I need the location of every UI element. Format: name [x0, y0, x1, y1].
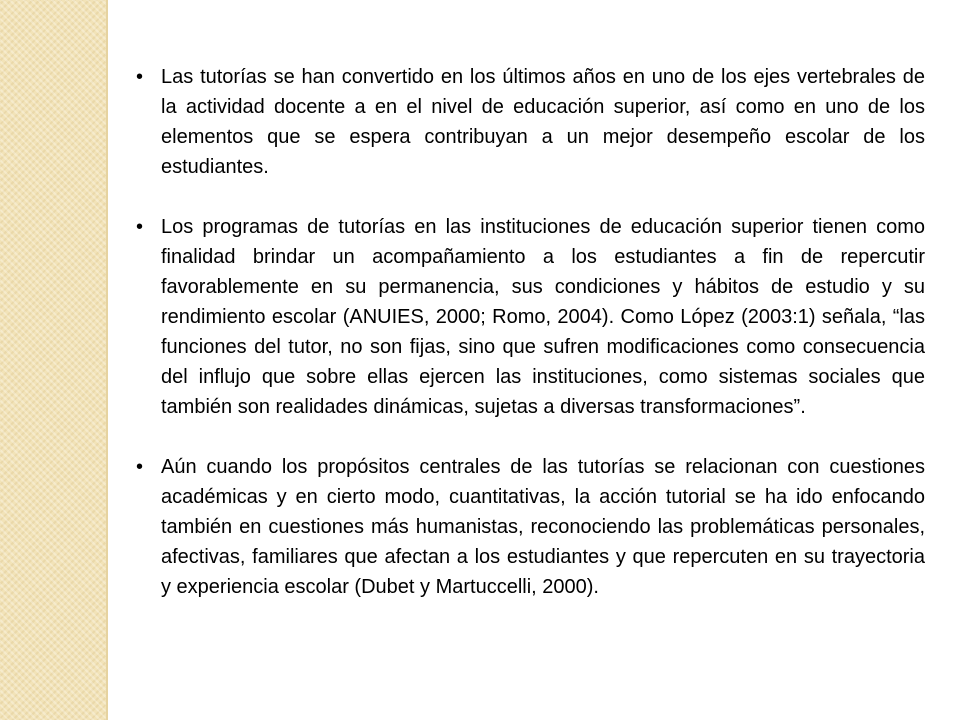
bullet-list [136, 62, 925, 602]
bullet-item-programas-tutorias [136, 212, 925, 422]
paragraph-text: Aún cuando los propósitos centrales de las tutorías se relacionan con cuestiones académicas y en cierto modo, cuantitativas, la acción tutorial se ha ido enfocando también en cuestiones más humanistas, reconociendo las problemáticas personales, afectivas, familiares que afectan a los estudiantes y que repercuten en su trayectoria y experiencia escolar (Dubet y Martuccelli, 2000). [161, 456, 925, 598]
slide-content [136, 62, 925, 632]
bullet-icon: • [136, 66, 144, 88]
decorative-side-band [0, 0, 106, 720]
bullet-item-propositos-centrales [136, 452, 925, 602]
paragraph-text: Las tutorías se han convertido en los últimos años en uno de los ejes vertebrales de la actividad docente a en el nivel de educación superior, así como en uno de los elementos que se espera contribuyan a un mejor desempeño escolar de los estudiantes. [161, 66, 925, 178]
bullet-icon: • [136, 456, 144, 478]
side-band-edge [106, 0, 108, 720]
paragraph-text: Los programas de tutorías en las instituciones de educación superior tienen como finalidad brindar un acompañamiento a los estudiantes a fin de repercutir favorablemente en su permanencia, sus condiciones y hábitos de estudio y su rendimiento escolar (ANUIES, 2000; Romo, 2004). Como López (2003:1) señala, “las funciones del tutor, no son fijas, sino que sufren modificaciones como consecuencia del influjo que sobre ellas ejercen las instituciones, como sistemas sociales que también son realidades dinámicas, sujetas a diversas transformaciones”. [161, 216, 925, 418]
bullet-icon: • [136, 216, 144, 238]
bullet-item-tutorias-ejes [136, 62, 925, 182]
